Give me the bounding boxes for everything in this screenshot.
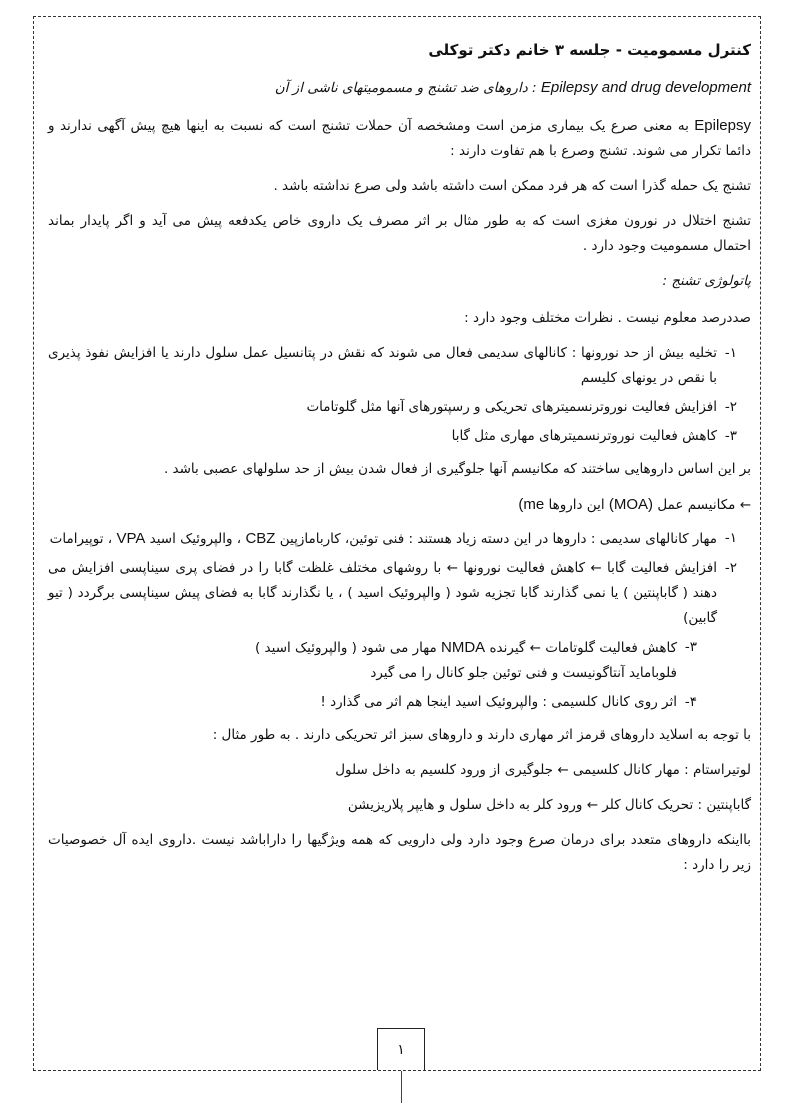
paragraph-seizure-def: تشنج یک حمله گذرا است که هر فرد ممکن است داشته باشد ولی صرع نداشته باشد . xyxy=(273,178,751,194)
paragraph-gabapentin: گاباپنتین : تحریک کانال کلر ← ورود کلر به داخل سلول و هایپر پلاریزیشن xyxy=(347,797,751,813)
list-item-text: مهار می شود ( والپروئیک اسید ) xyxy=(254,640,441,656)
list-number: ۲- xyxy=(724,560,737,576)
nmda-abbrev: NMDA xyxy=(441,639,486,656)
page-number-connector xyxy=(401,1071,402,1103)
list-item-text: افزایش فعالیت گابا ← کاهش فعالیت نورونها ← با روشهای مختلف غلظت گابا را در فضای پری سیناپسی افزایش می دهند ( گاباپنتین ) یا نمی گذارند گابا تجزیه شود ( والپروئیک اسید ) ، یا نگذارند گابا به فضای پیش سیناپسی برگردد ( تیو گابین) xyxy=(48,560,717,626)
paragraph-levetiracetam: لوتیراستام : مهار کانال کلسیمی ← جلوگیری از ورود کلسیم به داخل سلول xyxy=(335,762,751,778)
paragraph-unknown: صددرصد معلوم نیست . نظرات مختلف وجود دارد : xyxy=(464,310,751,326)
page-number: ۱ xyxy=(377,1028,425,1070)
drug-abbrev-vpa: VPA xyxy=(116,530,146,547)
paragraph-epilepsy xyxy=(48,113,751,164)
list-item xyxy=(48,424,751,449)
moa-abbrev: (MOA) xyxy=(608,496,654,513)
list-item-text: مهار کانالهای سدیمی : داروها در این دسته زیاد هستند : فنی توئین، کاربامازپین xyxy=(275,531,717,547)
list-item-text: تخلیه بیش از حد نورونها : کانالهای سدیمی فعال می شوند که نقش در پتانسیل عمل سلول دارند یا افزایش نفوذ پذیری با نقص در یونهای کلیسم xyxy=(48,345,717,386)
document-body xyxy=(48,38,751,888)
list-item xyxy=(48,395,751,420)
list-number: ۳- xyxy=(724,428,737,444)
list-number: ۲- xyxy=(724,399,737,415)
moa-me: (me xyxy=(518,496,545,513)
paragraph-seizure-cause: تشنج اختلال در نورون مغزی است که به طور مثال بر اثر مصرف یک داروی خاص یکدفعه پیش می آید و اگر پایدار بماند احتمال مسمومیت وجود دارد . xyxy=(48,213,751,254)
epilepsy-term: Epilepsy xyxy=(694,117,751,134)
paragraph-epilepsy-text: به معنی صرع یک بیماری مزمن است ومشخصه آن حملات تشنج است که نسبت به اینها هیچ پیش آگهی ندارند و دائما تکرار می شوند. تشنج وصرع با هم تفاوت دارند : xyxy=(48,118,751,159)
paragraph-drugs-basis: بر این اساس داروهایی ساختند که مکانیسم آنها جلوگیری از فعال شدن بیش از حد سلولهای عصبی باشد . xyxy=(163,461,751,477)
list-number: ۱- xyxy=(724,345,737,361)
pathology-list xyxy=(48,341,751,449)
document-title: کنترل مسمومیت - جلسه ۳ خانم دکتر توکلی xyxy=(428,41,751,59)
list-item xyxy=(48,341,751,391)
list-item xyxy=(48,690,711,715)
list-item xyxy=(48,526,751,552)
list-item-text: کاهش فعالیت نوروترنسمیترهای مهاری مثل گابا xyxy=(451,428,717,444)
arrow-icon: ← xyxy=(739,497,751,513)
list-item-text: ، توپیرامات xyxy=(49,531,117,547)
list-number: ۳- xyxy=(684,639,697,655)
paragraph-slide-colors: با توجه به اسلاید داروهای قرمز اثر مهاری دارند و داروهای سبز اثر تحریکی دارند . به طور مثال : xyxy=(212,727,751,743)
list-item xyxy=(48,556,751,631)
list-item-text: کاهش فعالیت گلوتامات ← گیرنده xyxy=(485,640,677,656)
moa-heading xyxy=(48,492,751,518)
document-subtitle xyxy=(48,75,751,101)
moa-text-2: این داروها xyxy=(544,497,609,513)
list-item-text: افزایش فعالیت نوروترنسمیترهای تحریکی و رسپتورهای آنها مثل گلوتامات xyxy=(306,399,717,415)
drug-abbrev-cbz: CBZ xyxy=(245,530,276,547)
subtitle-english: Epilepsy and drug development xyxy=(540,79,751,96)
paragraph-ideal-drug: بااینکه داروهای متعدد برای درمان صرع وجود دارد ولی دارویی که همه ویژگیها را داراباشد نیست .داروی ایده آل خصوصیات زیر را دارد : xyxy=(48,832,751,873)
moa-list xyxy=(48,526,751,715)
list-number: ۴- xyxy=(684,694,697,710)
list-item-text: ، والپروئیک اسید xyxy=(145,531,246,547)
list-item-text: فلوباماید آنتاگونیست و فنی توئین جلو کانال را می گیرد xyxy=(370,665,677,681)
pathology-heading: پاتولوژی تشنج : xyxy=(662,273,751,289)
list-item-text: اثر روی کانال کلسیمی : والپروئیک اسید اینجا هم اثر می گذارد ! xyxy=(320,694,677,710)
subtitle-persian: : داروهای ضد تشنج و مسمومیتهای ناشی از آن xyxy=(274,80,541,96)
list-item xyxy=(48,635,711,686)
moa-text-1: مکانیسم عمل xyxy=(653,497,740,513)
list-number: ۱- xyxy=(724,530,737,546)
